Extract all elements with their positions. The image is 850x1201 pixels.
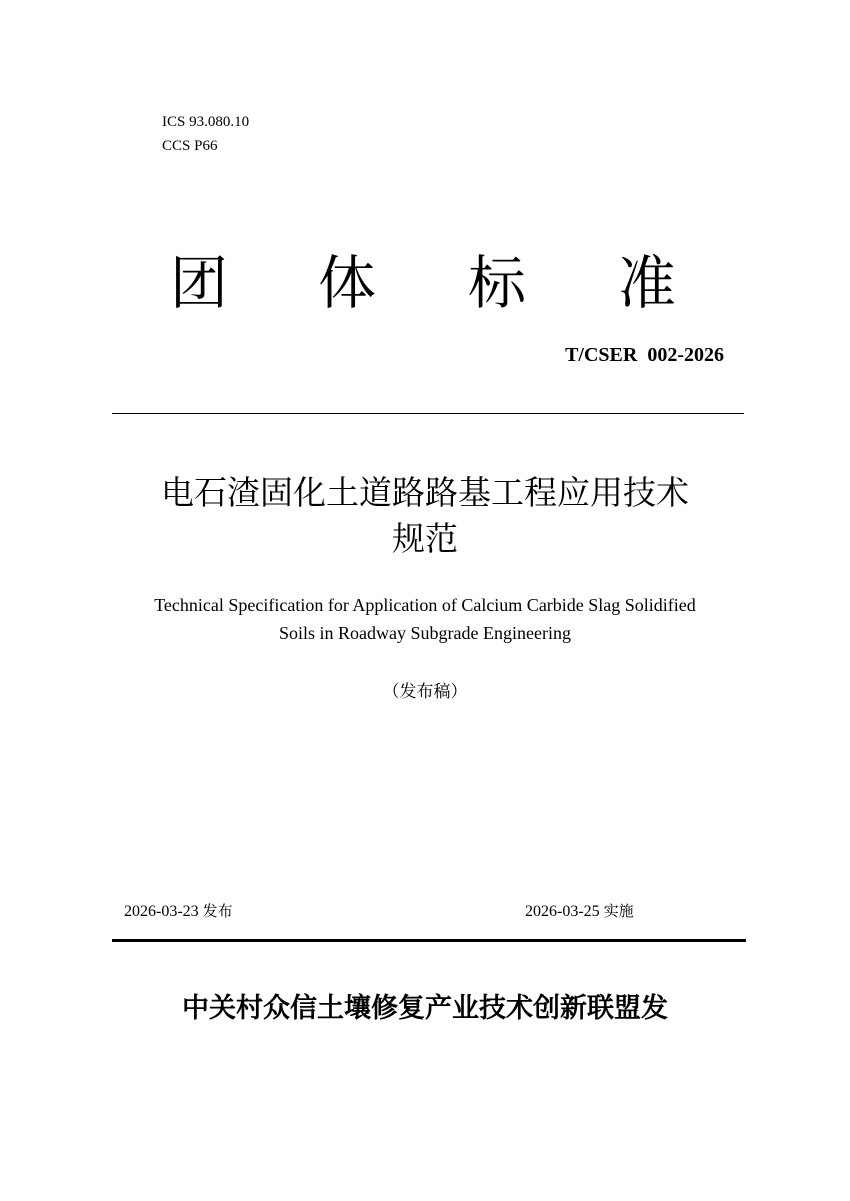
bottom-divider	[112, 939, 746, 942]
issue-date-label: 发布	[202, 902, 233, 920]
top-divider	[112, 413, 744, 414]
issue-date-value: 2026-03-23	[124, 903, 199, 920]
chinese-title-line: 规范	[392, 519, 458, 558]
ics-code: ICS 93.080.10	[162, 114, 250, 130]
implementation-date-label: 实施	[603, 902, 634, 920]
implementation-date	[525, 900, 634, 921]
english-title-line: Soils in Roadway Subgrade Engineering	[279, 623, 571, 643]
standard-type-char: 体	[318, 249, 377, 317]
standard-type-char: 团	[170, 249, 229, 317]
standard-type-heading	[170, 248, 690, 318]
draft-status: （发布稿）	[382, 682, 468, 702]
publisher: 中关村众信土壤修复产业技术创新联盟发	[182, 993, 668, 1024]
issue-date	[124, 900, 233, 921]
chinese-title	[100, 470, 750, 562]
implementation-date-value: 2026-03-25	[525, 903, 600, 920]
classification-codes	[162, 110, 249, 158]
standard-number: T/CSER 002-2026	[565, 344, 724, 366]
standard-type-char: 标	[468, 249, 527, 317]
standard-type-char: 准	[618, 249, 677, 317]
ccs-code: CCS P66	[162, 138, 218, 154]
english-title	[100, 591, 750, 647]
chinese-title-line: 电石渣固化土道路路基工程应用技术	[161, 473, 689, 512]
english-title-line: Technical Specification for Application of Calcium Carbide Slag Solidified	[154, 595, 696, 615]
